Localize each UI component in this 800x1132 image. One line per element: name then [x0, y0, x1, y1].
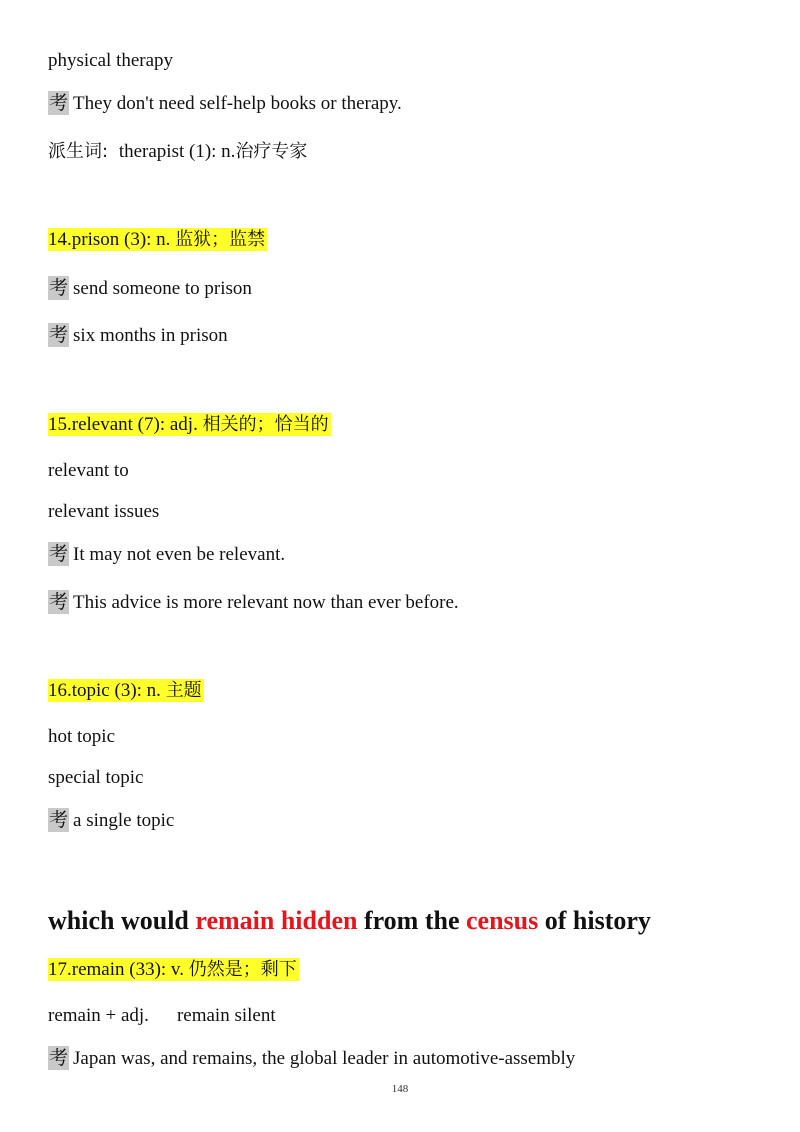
- vocab-entry-heading: 16.topic (3): n. 主题: [48, 680, 202, 701]
- exam-sentence: [48, 91, 402, 116]
- exam-sentence-text: They don't need self-help books or therapy.: [73, 93, 402, 114]
- example-phrase: physical therapy: [48, 50, 174, 71]
- exam-sentence: 考 six months in prison: [49, 324, 228, 346]
- page-number: 148: [391, 1083, 409, 1095]
- exam-sentence: 考 a single topic: [49, 809, 175, 831]
- exam-sentence: 考 This advice is more relevant now than ever before.: [49, 591, 459, 613]
- exam-sentence: 考 send someone to prison: [49, 277, 252, 299]
- example-phrase: relevant to: [48, 460, 129, 481]
- exam-sentence: 考 It may not even be relevant.: [49, 543, 286, 565]
- vocab-entry-heading: 14.prison (3): n. 监狱；监禁: [48, 229, 266, 250]
- derivative-line: [48, 140, 307, 164]
- exam-marker-icon: 考: [49, 92, 69, 114]
- vocab-entry-heading: 17.remain (33): v. 仍然是；剩下: [48, 959, 297, 980]
- derivative-word: therapist (1): n.: [118, 141, 236, 162]
- exam-marker-icon: 考: [49, 324, 69, 346]
- highlighted-word: census: [466, 906, 539, 935]
- exam-marker-icon: 考: [49, 591, 69, 613]
- derivative-meaning: 治疗专家: [235, 141, 308, 162]
- exam-marker-icon: 考: [49, 277, 69, 299]
- reading-sentence-headline: which would remain hidden from the census of history: [48, 906, 651, 935]
- exam-marker-icon: 考: [49, 809, 69, 831]
- example-phrase: remain + adj. remain silent: [48, 1005, 276, 1026]
- highlighted-phrase: remain hidden: [195, 906, 358, 935]
- exam-marker-icon: 考: [49, 543, 69, 565]
- exam-sentence: 考 Japan was, and remains, the global leader in automotive-assembly: [49, 1047, 576, 1069]
- example-phrase: relevant issues: [48, 501, 160, 522]
- exam-marker-icon: 考: [49, 1047, 69, 1069]
- vocab-entry-heading: 15.relevant (7): adj. 相关的；恰当的: [48, 414, 329, 435]
- example-phrase: hot topic: [48, 726, 116, 747]
- derivative-label: 派生词:: [48, 141, 109, 162]
- example-phrase: special topic: [48, 767, 144, 788]
